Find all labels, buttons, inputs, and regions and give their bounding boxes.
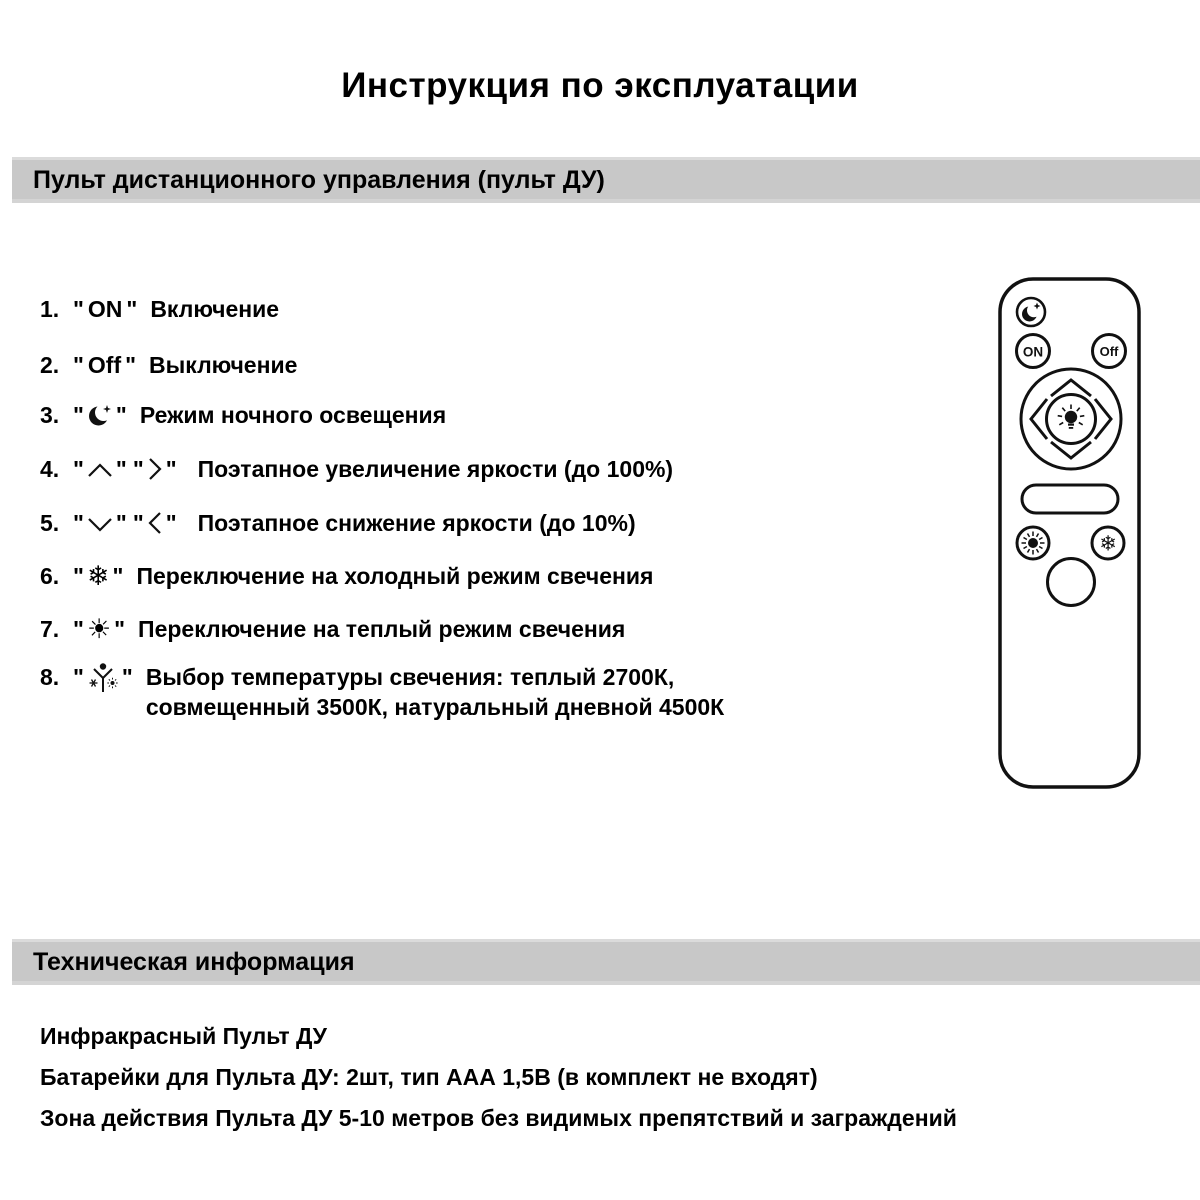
list-item-on: 1. " ON " Включение [40,295,280,322]
item-number: 6. [40,562,60,589]
item-number: 3. [40,401,60,428]
item-label: Выключение [149,351,298,378]
item-number: 5. [40,509,60,536]
list-item-off: 2. " Off " Выключение [40,351,298,378]
chevron-left-icon [147,510,163,536]
chevron-right-icon [147,456,163,482]
list-item-night-mode: 3. " " Режим ночного освещения [40,401,447,428]
on-label: ON [87,295,123,322]
off-label: Off [87,351,122,378]
item-label-line-2: совмещенный 3500К, натуральный дневной 4500К [145,694,725,720]
remote-warm-button [1017,527,1049,559]
item-label: Поэтапное увеличение яркости (до 100%) [197,455,674,482]
section-header-remote [12,157,1200,203]
page-title: Инструкция по эксплуатации [341,66,859,105]
item-label: Переключение на теплый режим свечения [138,615,626,642]
item-label: Поэтапное снижение яркости (до 10%) [197,509,636,536]
tech-info-line: Зона действия Пульта ДУ 5-10 метров без видимых препятствий и заграждений [40,1105,957,1131]
tech-info-line: Батарейки для Пульта ДУ: 2шт, тип ААА 1,5В (в комплект не входят) [40,1064,818,1090]
list-item-temperature-select: 8. " " Выбор температуры свечения: теплый 2700К, совмещенный 3500К, натуральный дневной 4500К [40,664,725,720]
remote-pill-button [1022,485,1118,513]
section-header-remote-label: Пульт дистанционного управления (пульт ДУ) [33,165,605,194]
item-label-line-1: Выбор температуры свечения: теплый 2700К, [145,664,675,690]
item-number: 4. [40,455,60,482]
list-item-brightness-down: 5. " " " " Поэтапное снижение яркости (до 10%) [40,509,636,536]
chevron-down-icon [87,515,113,532]
list-item-cold-mode: 6. " ❄ " Переключение на холодный режим свечения [40,560,654,592]
item-number: 2. [40,351,60,378]
item-number: 7. [40,615,60,642]
item-label: Режим ночного освещения [139,401,447,428]
tech-info-line: Инфракрасный Пульт ДУ [40,1023,327,1049]
item-number: 1. [40,295,60,322]
section-header-tech [12,939,1200,985]
item-number: 8. [40,664,60,690]
temperature-select-icon [87,662,119,696]
item-label [146,662,724,722]
list-item-brightness-up: 4. " " " " Поэтапное увеличение яркости (до 100%) [40,455,674,482]
sun-icon: ☀ [86,613,112,645]
chevron-up-icon [87,461,113,478]
section-header-tech-label: Техническая информация [33,947,355,976]
item-label: Переключение на холодный режим свечения [136,562,654,589]
item-label: Включение [150,295,280,322]
remote-on-label: ON [1022,344,1044,360]
snowflake-icon: ❄ [1099,531,1117,556]
snowflake-icon: ❄ [86,560,110,592]
list-item-warm-mode: 7. " ☀ " Переключение на теплый режим свечения [40,613,626,645]
crescent-moon-icon [87,401,113,429]
remote-off-label: Off [1099,344,1119,359]
remote-control-illustration [997,276,1143,792]
